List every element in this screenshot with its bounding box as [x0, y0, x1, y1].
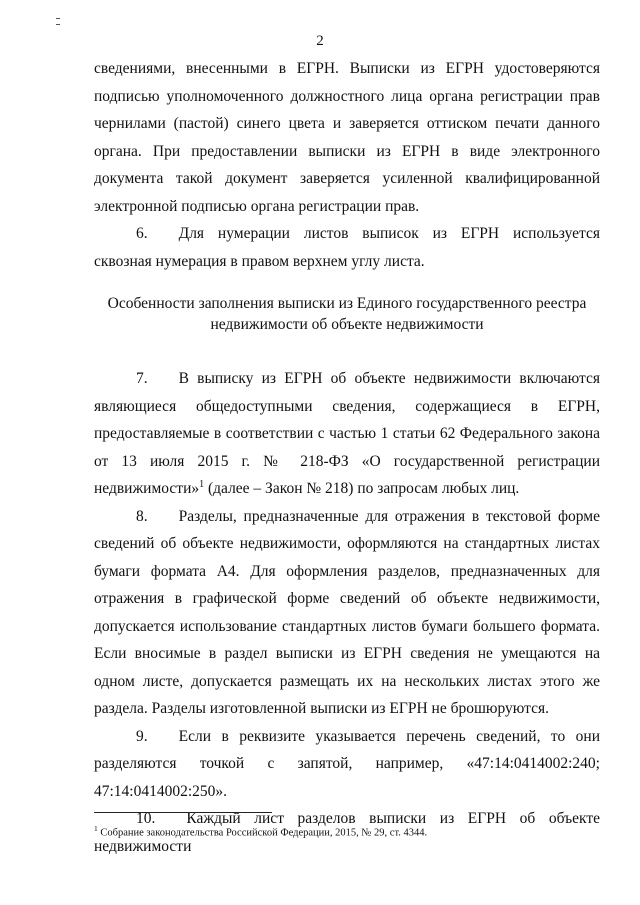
section-heading-line2: недвижимости об объекте недвижимости — [210, 316, 484, 333]
paragraph-10: 10. Каждый лист разделов выписки из ЕГРН об объекте недвижимости — [94, 810, 600, 855]
page-number: 2 — [316, 33, 324, 49]
document-body — [94, 55, 600, 860]
footnote-text: Собрание законодательства Российской Федерации, 2015, № 29, ст. 4344. — [97, 827, 428, 839]
margin-mark — [56, 18, 60, 19]
footnote-divider — [94, 812, 272, 813]
paragraph-6: 6. Для нумерации листов выписок из ЕГРН используется сквозная нумерация в правом верхнем углу листа. — [94, 225, 600, 270]
paragraph-7-tail: (далее – Закон № 218) по запросам любых лиц. — [204, 480, 520, 497]
paragraph-7 — [94, 365, 600, 503]
footnote — [94, 822, 614, 841]
paragraph-9: 9. Если в реквизите указывается перечень сведений, то они разделяются точкой с запятой, например, «47:14:0414002:240; 47:14:0414002:250». — [94, 727, 600, 800]
footnote-number: 1 — [94, 824, 98, 833]
paragraph-8: 8. Разделы, предназначенные для отражения в текстовой форме сведений об объекте недвижимости, оформляются на стандартных листах бумаги формата А4. Для оформления разделов, предназначенных для отражения в графической форме сведений об объекте недвижимости, допускается использование стандартных листов бумаги большего формата. Если вносимые в раздел выписки из ЕГРН сведения не умещаются на одном листе, допускается размещать их на нескольких листах этого же раздела. Разделы изготовленной выписки из ЕГРН не брошюруются. — [94, 507, 600, 717]
intro-paragraph: сведениями, внесенными в ЕГРН. Выписки из ЕГРН удостоверяются подписью уполномоченного должностного лица органа регистрации прав чернилами (пастой) синего цвета и заверяется оттиском печати данного органа. При предоставлении выписки из ЕГРН в виде электронного документа такой документ заверяется усиленной квалифицированной электронной подписью органа регистрации прав. — [94, 60, 600, 215]
paragraph-7-text: 7. В выписку из ЕГРН об объекте недвижимости включаются являющиеся общедоступными сведения, содержащиеся в ЕГРН, предоставляемые в соответствии с частью 1 статьи 62 Федерального закона от 13 июля 2015 г. № 218-ФЗ «О государственной регистрации недвижимости» — [94, 370, 600, 497]
section-heading-line1: Особенности заполнения выписки из Единого государственного реестра — [107, 295, 587, 312]
footnote-reference[interactable]: 1 — [199, 478, 205, 490]
margin-marks — [56, 18, 66, 30]
margin-mark — [56, 24, 60, 25]
section-heading — [94, 293, 600, 335]
